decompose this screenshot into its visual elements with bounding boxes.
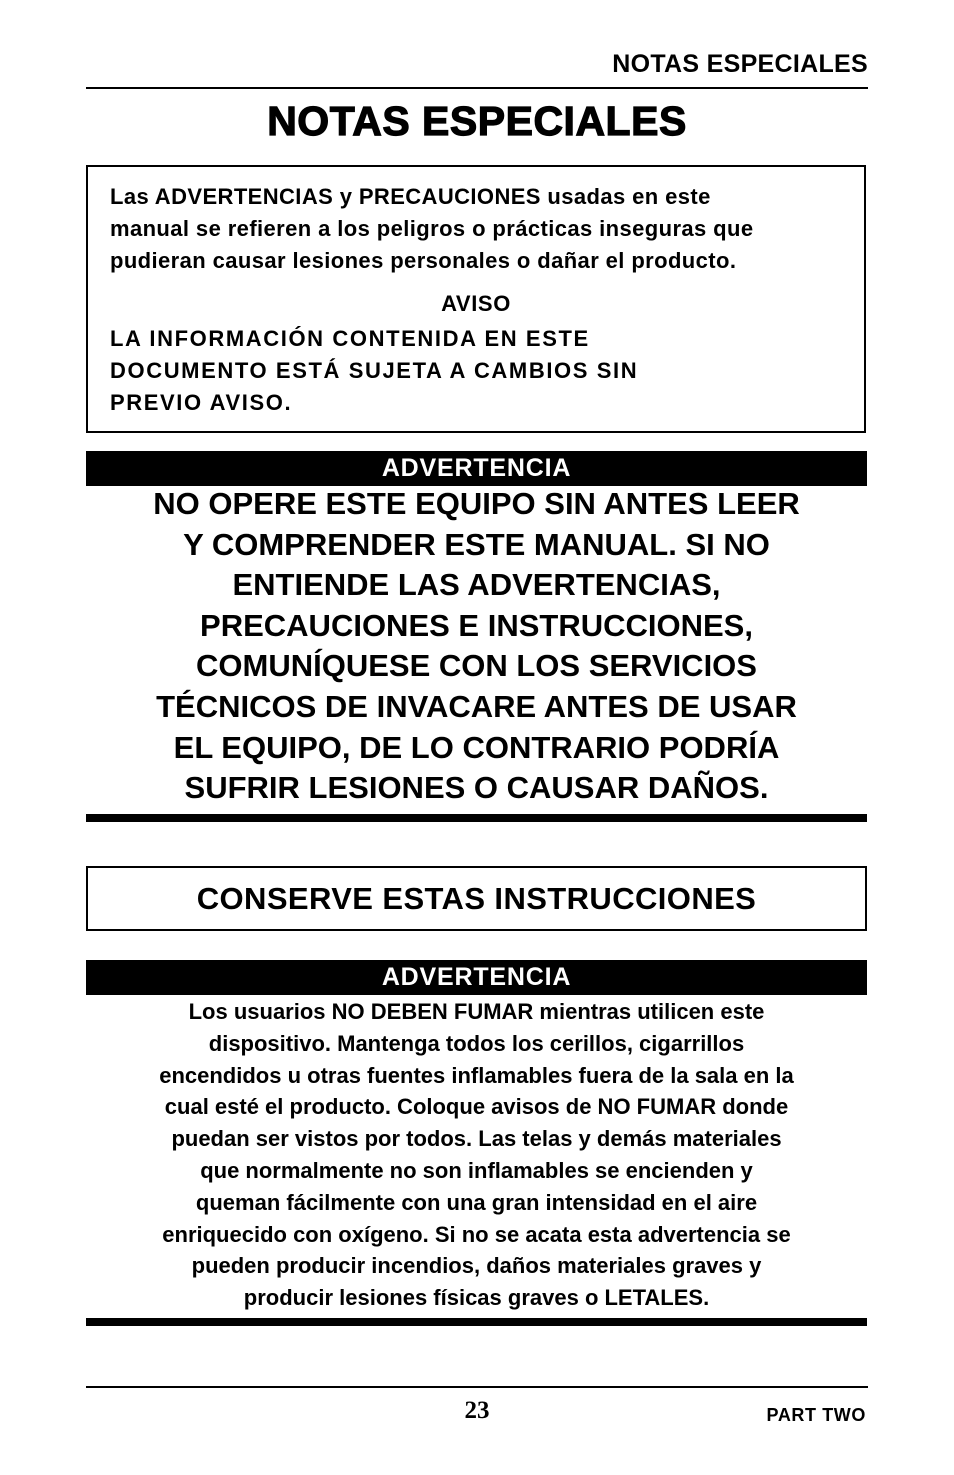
intro-text	[110, 181, 848, 277]
warning-line: ENTIENDE LAS ADVERTENCIAS,	[232, 567, 721, 603]
part-label: PART TWO	[766, 1405, 866, 1425]
warning-text-2	[86, 996, 867, 1314]
aviso-line: PREVIO AVISO.	[110, 390, 293, 415]
warning-line: enriquecido con oxígeno. Si no se acata esta advertencia se	[162, 1221, 791, 1247]
warning-line: PRECAUCIONES E INSTRUCCIONES,	[200, 607, 753, 643]
warning-line: que normalmente no son inflamables se encienden y	[200, 1157, 753, 1183]
running-head: NOTAS ESPECIALES	[612, 50, 868, 78]
warning-line: Y COMPRENDER ESTE MANUAL. SI NO	[183, 526, 770, 562]
aviso-line: LA INFORMACIÓN CONTENIDA EN ESTE	[110, 326, 590, 351]
intro-line: Las ADVERTENCIAS y PRECAUCIONES usadas en este	[110, 184, 711, 209]
warning-banner-1: ADVERTENCIA	[86, 451, 867, 486]
warning-rule-1	[86, 814, 867, 822]
warning-line: TÉCNICOS DE INVACARE ANTES DE USAR	[156, 688, 797, 724]
warning-text-1	[86, 484, 867, 809]
warning-line: puedan ser vistos por todos. Las telas y demás materiales	[171, 1126, 782, 1152]
page-number: 23	[464, 1397, 490, 1424]
aviso-line: DOCUMENTO ESTÁ SUJETA A CAMBIOS SIN	[110, 358, 639, 383]
notice-box	[86, 165, 866, 433]
aviso-text	[110, 323, 730, 419]
page-title: NOTAS ESPECIALES	[267, 98, 687, 144]
header-rule	[86, 87, 868, 89]
warning-line: queman fácilmente con una gran intensidad en el aire	[195, 1189, 758, 1215]
intro-line: pudieran causar lesiones personales o dañar el producto.	[110, 248, 737, 273]
aviso-title: AVISO	[441, 291, 511, 316]
intro-line: manual se refieren a los peligros o prácticas inseguras que	[110, 216, 754, 241]
warning-banner-2: ADVERTENCIA	[86, 960, 867, 995]
warning-line: cual esté el producto. Coloque avisos de NO FUMAR donde	[164, 1094, 789, 1120]
warning-line: Los usuarios NO DEBEN FUMAR mientras utilicen este	[188, 999, 765, 1024]
warning-line: producir lesiones físicas graves o LETALES.	[243, 1285, 710, 1311]
conserve-instructions-box: CONSERVE ESTAS INSTRUCCIONES	[86, 866, 867, 931]
warning-rule-2	[86, 1318, 867, 1326]
warning-line: NO OPERE ESTE EQUIPO SIN ANTES LEER	[153, 486, 800, 521]
warning-line: encendidos u otras fuentes inflamables fuera de la sala en la	[159, 1062, 794, 1088]
footer-rule	[86, 1386, 868, 1388]
warning-line: EL EQUIPO, DE LO CONTRARIO PODRÍA	[173, 729, 780, 765]
warning-line: pueden producir incendios, daños materiales graves y	[191, 1253, 762, 1279]
warning-line: SUFRIR LESIONES O CAUSAR DAÑOS.	[184, 770, 769, 806]
warning-line: dispositivo. Mantenga todos los cerillos, cigarrillos	[208, 1030, 745, 1056]
warning-line: COMUNÍQUESE CON LOS SERVICIOS	[196, 648, 757, 684]
